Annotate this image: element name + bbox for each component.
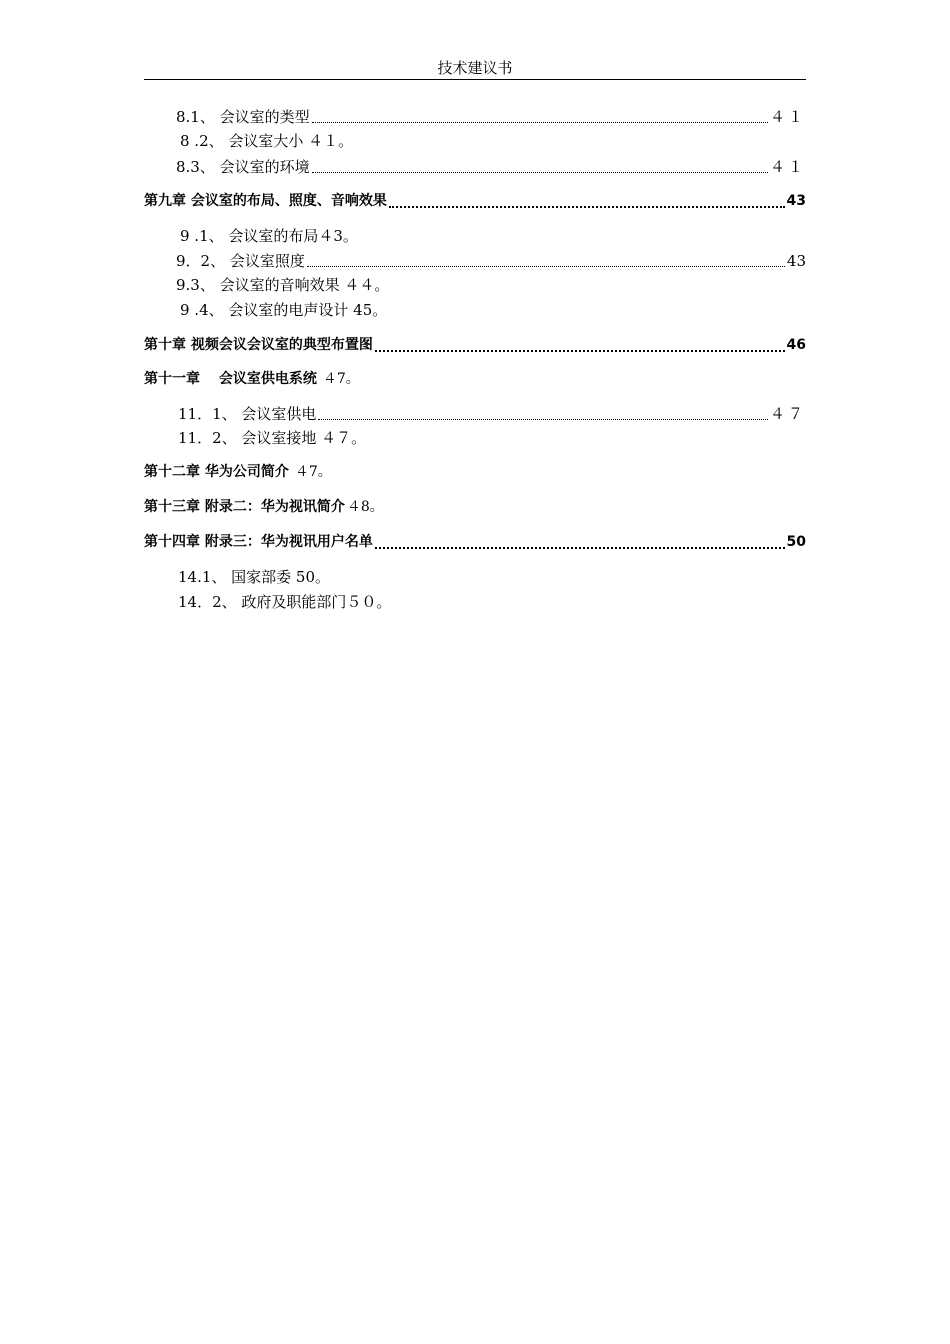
toc-chapter-page: ４7。 — [322, 371, 360, 387]
toc-entry-label: 9.3、 会议室的音响效果 ４４。 — [176, 276, 390, 294]
toc-entry-9-4[interactable] — [144, 299, 806, 321]
toc-dot-leader — [307, 266, 785, 267]
toc-chapter-label: 第十二章 华为公司简介 — [144, 464, 289, 480]
toc-entry-8-3[interactable] — [144, 156, 806, 178]
toc-entry-8-1[interactable] — [144, 106, 806, 128]
toc-chapter-page: 43 — [786, 193, 806, 209]
toc-entry-label: 8.3、 会议室的环境 — [176, 158, 310, 176]
toc-entry-8-2[interactable] — [144, 130, 806, 152]
toc-entry-11-2[interactable] — [144, 427, 806, 449]
toc-dot-leader — [312, 172, 768, 173]
toc-entry-label: 14．2、 政府及职能部门５０。 — [178, 593, 392, 611]
toc-chapter-page: ４8。 — [346, 499, 384, 515]
toc-chapter-page: 50 — [786, 534, 806, 550]
page-header-title: 技术建议书 — [437, 59, 513, 77]
toc-entry-label: 8.1、 会议室的类型 — [176, 108, 310, 126]
toc-chapter-page: ４7。 — [294, 464, 332, 480]
toc-dot-leader — [375, 350, 785, 352]
toc-entry-14-2[interactable] — [144, 591, 806, 613]
toc-entry-page: ４７ — [769, 405, 806, 423]
header-rule — [144, 79, 806, 80]
toc-chapter-label: 第九章 会议室的布局、照度、音响效果 — [144, 193, 387, 209]
toc-entry-label: 9 .1、 会议室的布局４3。 — [180, 227, 358, 245]
toc-chapter-page: 46 — [786, 337, 806, 353]
toc-chapter-14[interactable] — [144, 531, 806, 553]
toc-chapter-label: 第十四章 附录三：华为视讯用户名单 — [144, 534, 373, 550]
toc-chapter-12[interactable] — [144, 461, 806, 483]
toc-entry-14-1[interactable] — [144, 566, 806, 588]
toc-chapter-9[interactable] — [144, 190, 806, 212]
toc-chapter-13[interactable] — [144, 496, 806, 518]
toc-entry-page: ４１ — [769, 158, 806, 176]
toc-dot-leader — [375, 547, 785, 549]
toc-dot-leader — [318, 419, 768, 420]
toc-entry-label: 11．2、 会议室接地 ４７。 — [178, 429, 367, 447]
toc-entry-9-1[interactable] — [144, 225, 806, 247]
toc-entry-page: ４１ — [769, 108, 806, 126]
toc-entry-9-3[interactable] — [144, 274, 806, 296]
toc-entry-label: 11．1、 会议室供电 — [178, 405, 317, 423]
toc-chapter-label: 第十章 视频会议会议室的典型布置图 — [144, 337, 373, 353]
toc-entry-label: 9 .4、 会议室的电声设计 45。 — [180, 301, 388, 319]
toc-dot-leader — [389, 206, 785, 208]
toc-entry-label: 14.1、 国家部委 50。 — [178, 568, 331, 586]
toc-entry-label: 9．2、 会议室照度 — [176, 252, 305, 270]
toc-entry-9-2[interactable] — [144, 250, 806, 272]
toc-chapter-label: 第十三章 附录二：华为视讯简介 — [144, 499, 345, 515]
toc-entry-page: 43 — [786, 252, 806, 270]
toc-chapter-label: 第十一章 会议室供电系统 — [144, 371, 317, 387]
toc-chapter-10[interactable] — [144, 334, 806, 356]
toc-dot-leader — [312, 122, 768, 123]
toc-chapter-11[interactable] — [144, 368, 806, 390]
toc-entry-label: 8 .2、 会议室大小 ４１。 — [180, 132, 354, 150]
toc-entry-11-1[interactable] — [144, 403, 806, 425]
